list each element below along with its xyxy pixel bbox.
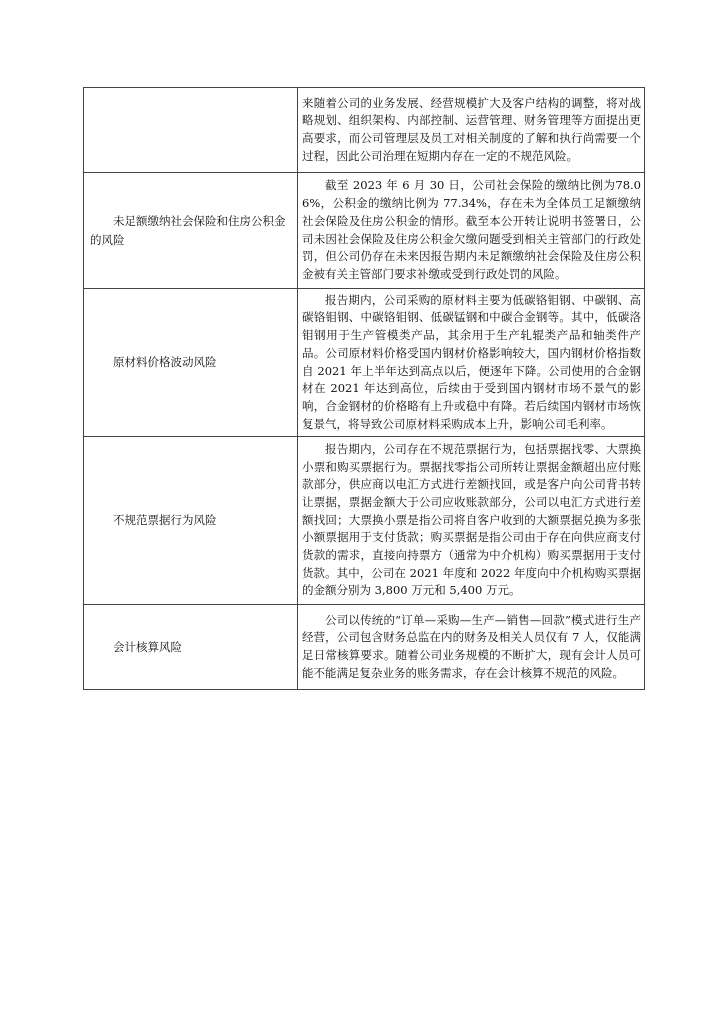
table-row — [84, 173, 645, 289]
risk-description: 来随着公司的业务发展、经营规模扩大及客户结构的调整，将对战略规划、组织架构、内部控制、运营管理、财务管理等方面提出更高要求，而公司管理层及员工对相关制度的了解和执行尚需要一个过程，因此公司治理在短期内存在一定的不规范风险。 — [302, 95, 641, 163]
risk-name-cell — [84, 289, 298, 437]
risk-description-cell — [298, 437, 645, 605]
risk-description-cell — [298, 173, 645, 289]
risk-name-cell — [84, 437, 298, 605]
risk-description: 报告期内，公司采购的原材料主要为低碳铬钼钢、中碳钢、高碳铬钼钢、中碳铬钼钢、低碳锰钢和中碳合金钢等。其中，低碳洛钼钢用于生产管模类产品，其余用于生产轧辊类产品和轴类件产品。公司原材料价格受国内钢材价格影响较大，国内钢材价格指数自 2021 年上半年达到高点以后，便逐年下降。公司使用的合金钢材在 2021 年达到高位，后续由于受到国内钢材市场不景气的影响，合金钢材的价格略有上升或稳中有降。若后续国内钢材市场恢复景气，将导致公司原材料采购成本上升，影响公司毛利率。 — [302, 292, 641, 431]
risk-description: 公司以传统的“订单—采购—生产—销售—回款”模式进行生产经营，公司包含财务总监在内的财务及相关人员仅有 7 人，仅能满足日常核算要求。随着公司业务规模的不断扩大，现有会计人员可能不能满足复杂业务的账务需求，存在会计核算不规范的风险。 — [302, 612, 641, 680]
risk-description-cell — [298, 605, 645, 690]
risk-name-cell — [84, 88, 298, 173]
risk-description: 报告期内，公司存在不规范票据行为，包括票据找零、大票换小票和购买票据行为。票据找零指公司所转让票据金额超出应付账款部分，供应商以电汇方式进行差额找回，或是客户向公司背书转让票据，票据金额大于公司应收账款部分，公司以电汇方式进行差额找回；大票换小票是指公司将自客户收到的大额票据兑换为多张小额票据用于支付货款；购买票据是指公司由于存在向供应商支付货款的需求，直接向持票方（通常为中介机构）购买票据用于支付货款。其中，公司在 2021 年度和 2022 年度向中介机构购买票据的金额分别为 3,800 万元和 5,400 万元。 — [302, 441, 641, 598]
table-row — [84, 605, 645, 690]
risk-description-cell — [298, 88, 645, 173]
risk-description-cell — [298, 289, 645, 437]
risk-name: 不规范票据行为风险 — [113, 513, 217, 528]
table-row — [84, 289, 645, 437]
risk-name: 原材料价格波动风险 — [113, 355, 217, 370]
table-row — [84, 88, 645, 173]
risk-table — [83, 87, 645, 690]
risk-description: 截至 2023 年 6 月 30 日，公司社会保险的缴纳比例为78.06%，公积金的缴纳比例为 77.34%，存在未为全体员工足额缴纳社会保险及住房公积金的情形。截至本公开转让说明书签署日，公司未因社会保险及住房公积金欠缴问题受到相关主管部门的行政处罚，但公司仍存在未来因报告期内未足额缴纳社会保险及住房公积金被有关主管部门要求补缴或受到行政处罚的风险。 — [302, 178, 641, 281]
risk-name: 会计核算风险 — [113, 639, 182, 654]
risk-name-cell — [84, 173, 298, 289]
table-row — [84, 437, 645, 605]
risk-name: 未足额缴纳社会保险和住房公积金的风险 — [90, 213, 286, 247]
risk-name-cell — [84, 605, 298, 690]
